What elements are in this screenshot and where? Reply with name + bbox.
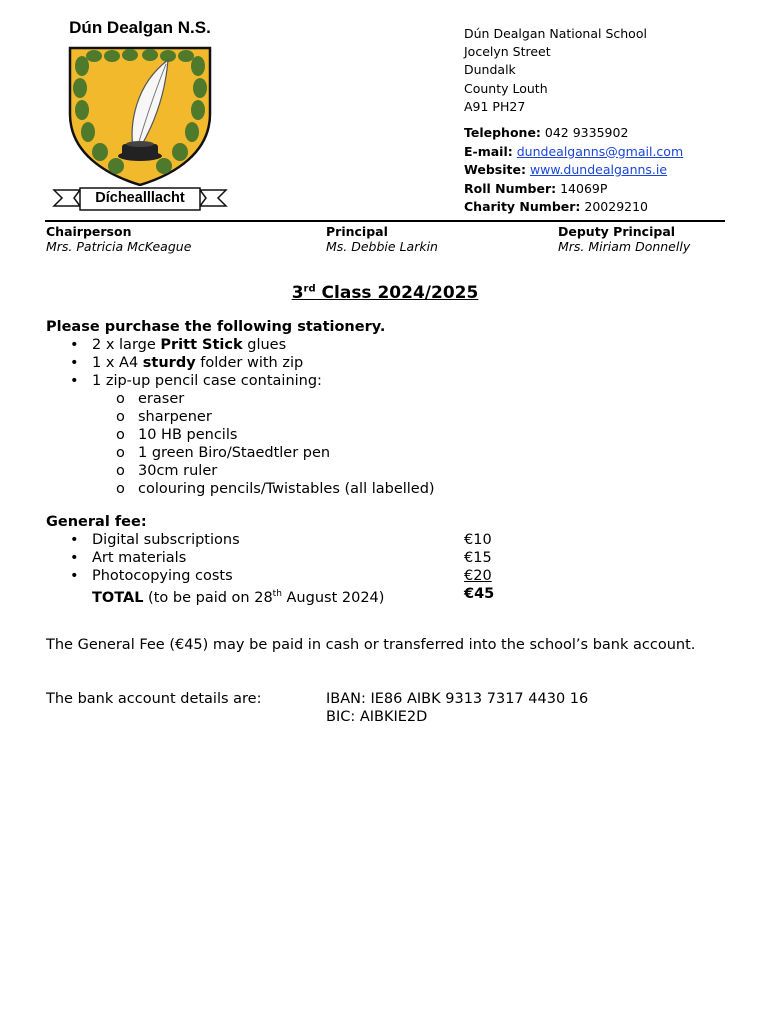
school-logo [50, 18, 230, 214]
telephone-value: 042 9335902 [540, 125, 629, 140]
charity-number-value: 20029210 [580, 199, 649, 215]
total-text: August 2024) [281, 589, 385, 606]
motto-banner [50, 186, 230, 212]
website-link[interactable]: www.dundealganns.ie [529, 162, 668, 178]
bullet-icon: • [70, 532, 79, 548]
telephone-line [464, 124, 683, 143]
charity-number-label: Charity Number: [464, 199, 581, 215]
staff-role: Deputy Principal [558, 224, 676, 239]
stationery-section [46, 318, 435, 498]
list-item [46, 336, 435, 354]
total-text: (to be paid on 28 [143, 589, 273, 606]
address-line: Jocelyn Street [464, 44, 551, 60]
title-number: 3 [291, 283, 304, 303]
fee-total-label [92, 585, 384, 607]
motto-text: Díchealllacht [95, 190, 185, 206]
roll-number-value: 14069P [556, 180, 608, 196]
address-line: Dún Dealgan National School [464, 26, 647, 41]
list-item [46, 354, 435, 372]
sub-list-item: o colouring pencils/Twistables (all labelled) [46, 480, 435, 498]
fee-row [46, 549, 516, 567]
sub-list-item: o 30cm ruler [46, 462, 435, 480]
list-item: • 1 zip-up pencil case containing: [46, 372, 435, 390]
roll-number-label: Roll Number: [464, 180, 557, 196]
pencil-case-list [46, 390, 435, 498]
fee-amount: €20 [464, 568, 492, 584]
sub-list-item: o eraser [46, 390, 435, 408]
payment-note: The General Fee (€45) may be paid in cash or transferred into the school’s bank account. [46, 637, 696, 653]
bic: BIC: AIBKIE2D [326, 709, 428, 725]
fee-label: Photocopying costs [92, 568, 233, 584]
fee-total-row [46, 585, 516, 606]
sub-list-item: o sharpener [46, 408, 435, 426]
staff-role: Chairperson [46, 224, 132, 239]
email-link[interactable]: dundealganns@gmail.com [516, 143, 684, 159]
fee-amount: €10 [464, 532, 492, 548]
total-ordinal: th [272, 589, 282, 599]
fee-row [46, 567, 516, 585]
title-text [292, 283, 479, 303]
staff-principal [326, 224, 438, 254]
iban: IBAN: IE86 AIBK 9313 7317 4430 16 [326, 691, 589, 707]
fee-row [46, 531, 516, 549]
sub-list-item: o 1 green Biro/Staedtler pen [46, 444, 435, 462]
website-label: Website: [464, 162, 526, 178]
fee-amount: €15 [464, 550, 492, 566]
logo-school-name: Dún Dealgan N.S. [69, 18, 211, 37]
fee-total-amount: €45 [464, 586, 495, 602]
header-divider [45, 220, 725, 222]
roll-number-line [464, 180, 683, 199]
fee-label: Art materials [92, 550, 187, 566]
item-text: 2 x large [92, 337, 161, 353]
sub-list-item: o 10 HB pencils [46, 426, 435, 444]
staff-deputy-principal [558, 224, 690, 254]
staff-role: Principal [326, 224, 388, 239]
email-line [464, 143, 683, 162]
stationery-list [46, 336, 435, 390]
contact-details [464, 124, 683, 217]
item-text: 1 x A4 [92, 355, 143, 371]
charity-number-line [464, 198, 683, 217]
telephone-label: Telephone: [464, 125, 541, 140]
address-line: A91 PH27 [464, 98, 526, 114]
address-line: County Louth [464, 80, 548, 96]
crest-icon [64, 44, 216, 186]
page-title [0, 283, 770, 303]
fee-label: Digital subscriptions [92, 532, 240, 548]
bank-details-label: The bank account details are: [46, 691, 262, 707]
title-rest: Class 2024/2025 [315, 283, 479, 303]
school-address [464, 25, 647, 116]
website-line [464, 161, 683, 180]
item-bold: Pritt Stick [160, 337, 243, 353]
item-text: glues [242, 337, 287, 353]
fees-heading: General fee: [46, 514, 147, 530]
item-text: folder with zip [195, 355, 304, 371]
staff-name: Mrs. Miriam Donnelly [558, 239, 691, 254]
fees-table [46, 531, 516, 606]
address-line: Dundalk [464, 62, 516, 78]
bullet-icon: • [70, 550, 79, 566]
bank-details [326, 690, 588, 726]
total-label: TOTAL [92, 589, 144, 606]
stationery-heading: Please purchase the following stationery. [46, 319, 386, 335]
staff-name: Mrs. Patricia McKeague [46, 239, 192, 254]
staff-name: Ms. Debbie Larkin [326, 239, 438, 254]
item-bold: sturdy [142, 355, 196, 371]
staff-chairperson [46, 224, 191, 254]
email-label: E-mail: [464, 143, 513, 159]
bullet-icon: • [70, 568, 79, 584]
title-ordinal: rd [303, 283, 316, 295]
